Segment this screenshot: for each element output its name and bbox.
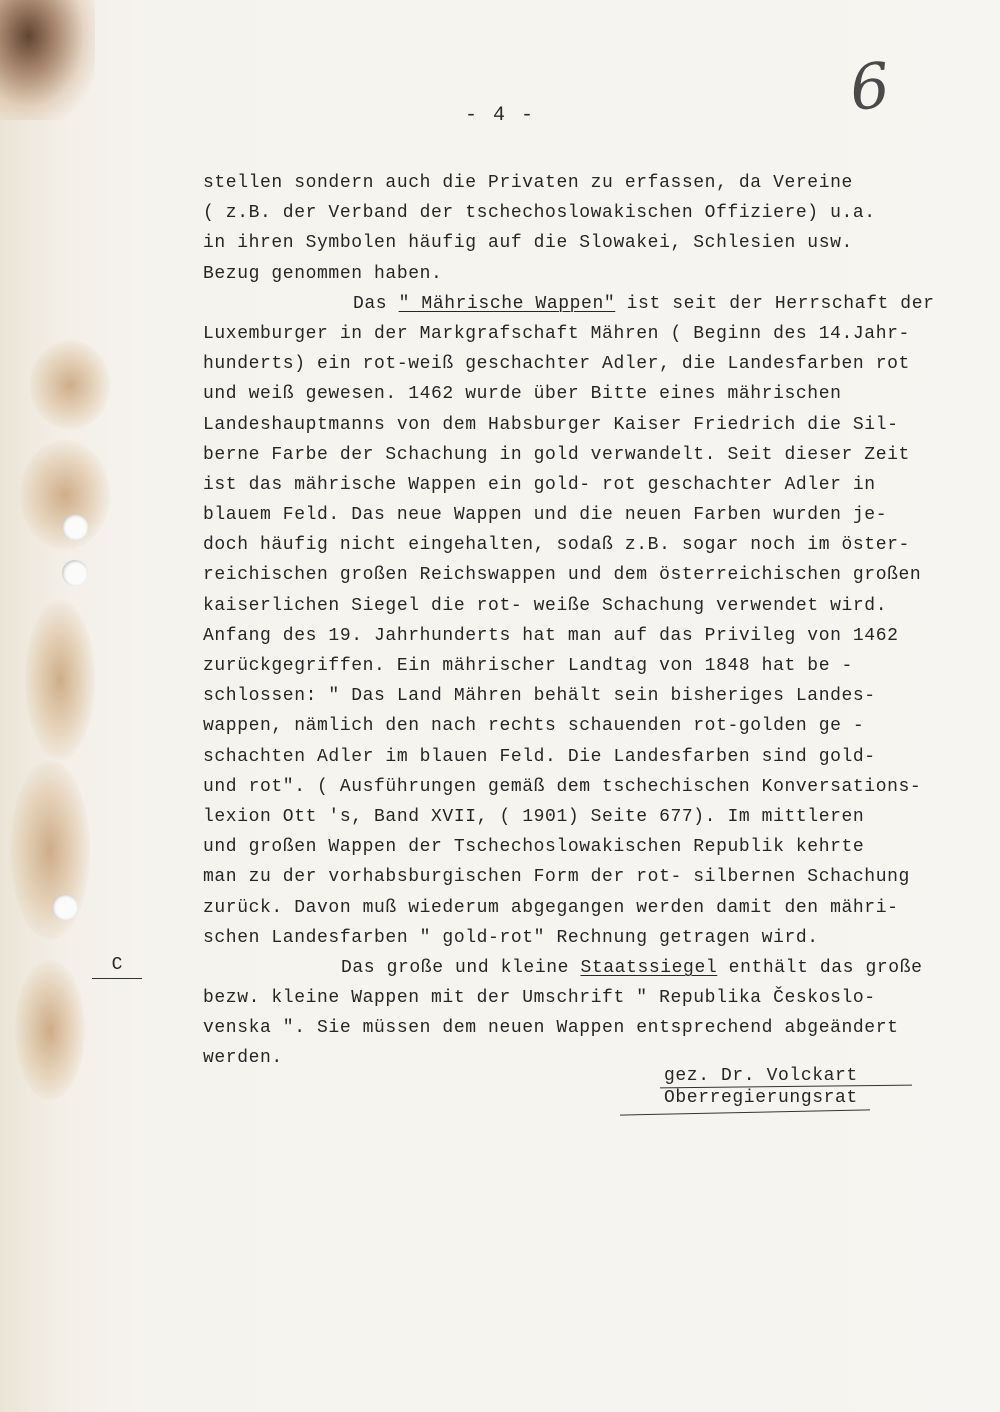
text-line: venska ". Sie müssen dem neuen Wappen entsprechend abgeändert [203,1018,899,1039]
text-line: und großen Wappen der Tschechoslowakischen Republik kehrte [203,837,865,858]
text-line: schen Landesfarben " gold-rot" Rechnung getragen wird. [203,927,819,948]
text-line: und weiß gewesen. 1462 wurde über Bitte eines mährischen [203,384,842,405]
text-line: zurückgegriffen. Ein mährischer Landtag von 1848 hat be - [203,656,853,676]
signature-title: Oberregierungsrat [664,1088,858,1108]
handwritten-folio-number: 6 [846,48,894,125]
text-segment: Das große und kleine [341,957,581,978]
text-line: Anfang des 19. Jahrhunderts hat man auf das Privileg von 1462 [203,625,899,646]
text-line: schachten Adler im blauen Feld. Die Landesfarben sind gold- [203,746,876,767]
text-segment: enthält das große [717,957,923,978]
text-line: zurück. Davon muß wiederum abgegangen werden damit den mähri- [203,897,899,918]
punch-hole [52,894,78,920]
text-line [203,953,993,983]
text-line: lexion Ott 's, Band XVII, ( 1901) Seite 677). Im mittleren [203,806,865,827]
signature-block [620,1065,920,1109]
underlined-heading-staatssiegel: Staatssiegel [580,957,718,978]
text-line: reichischen großen Reichswappen und dem österreichischen großen [203,565,922,586]
water-stain [30,340,110,430]
text-line: in ihren Symbolen häufig auf die Slowakei, Schlesien usw. [203,233,853,254]
signature-underline [620,1109,870,1115]
text-line: wappen, nämlich den nach rechts schauenden rot-golden ge - [203,716,865,737]
text-line [203,289,993,319]
text-line: werden. [203,1048,283,1069]
text-line: hunderts) ein rot-weiß geschachter Adler, die Landesfarben rot [203,354,910,375]
water-stain [10,760,90,940]
text-line: und rot". ( Ausführungen gemäß dem tschechischen Konversations- [203,776,922,797]
text-line: Bezug genommen haben. [203,263,443,284]
punch-hole [62,560,88,586]
margin-mark: C [92,952,142,979]
text-line: Landeshauptmanns von dem Habsburger Kaiser Friedrich die Sil- [203,414,899,435]
text-line: bezw. kleine Wappen mit der Umschrift " Republika Českoslo- [203,988,876,1009]
body-text [203,168,993,1074]
text-line: berne Farbe der Schachung in gold verwandelt. Seit dieser Zeit [203,444,910,465]
text-line: Luxemburger in der Markgrafschaft Mähren ( Beginn des 14.Jahr- [203,323,910,344]
text-line: man zu der vorhabsburgischen Form der rot- silbernen Schachung [203,867,910,888]
underlined-heading-maehrische-wappen: " Mährische Wappen" [398,293,616,314]
text-line: ist das mährische Wappen ein gold- rot geschachter Adler in [203,474,876,495]
water-stain [15,960,85,1100]
text-line: kaiserlichen Siegel die rot- weiße Schachung verwendet wird. [203,595,888,616]
page-number: - 4 - [464,104,535,127]
text-line: blauem Feld. Das neue Wappen und die neuen Farben wurden je- [203,505,888,526]
text-segment: Das [353,293,399,314]
text-segment: ist seit der Herrschaft der [615,293,935,314]
punch-hole [62,514,88,540]
signature-name: gez. Dr. Volckart [664,1066,858,1086]
text-line: ( z.B. der Verband der tschechoslowakischen Offiziere) u.a. [203,203,876,224]
text-line: stellen sondern auch die Privaten zu erfassen, da Vereine [203,173,853,193]
burn-stain [0,0,95,120]
water-stain [25,600,95,760]
text-line: schlossen: " Das Land Mähren behält sein bisheriges Landes- [203,686,876,707]
text-line: doch häufig nicht eingehalten, sodaß z.B. sogar noch im öster- [203,535,910,556]
